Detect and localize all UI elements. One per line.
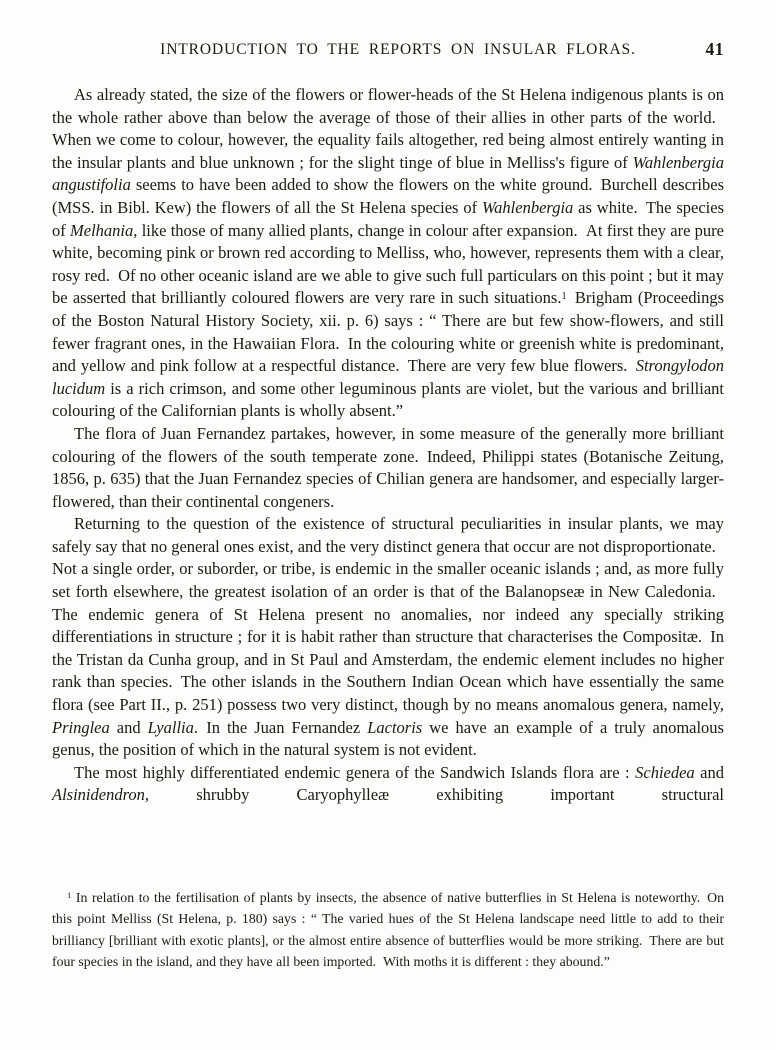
footnote-block <box>52 887 724 972</box>
italic-text-run: Pringlea <box>52 717 110 737</box>
text-run: , shrubby Caryophylleæ exhibiting important structural <box>144 785 724 805</box>
italic-text-run: Lactoris <box>367 717 423 737</box>
running-header <box>52 41 724 61</box>
text-run: Brigham (Proceedings of the Boston Natural History Society, xii. p. 6) says : “ There are but few show-flowers, and still fewer fragrant ones, in the Hawaiian Flora. In the colouring white or greenish white is predominant, and yellow and pink follow at a respectful distance. There are very few blue flowers. <box>52 288 724 376</box>
italic-text-run: Strongylodon lucidum <box>52 356 724 398</box>
text-run: Returning to the question of the existence of structural peculiarities in insular plants, we may safely say that no general ones exist, and the very distinct genera that occur are not disproportionate. Not a single order, or suborder, or tribe, is endemic in the smaller oceanic islands ; and, as more fully set forth elsewhere, the greatest isolation of an order is that of the Balanopseæ in New Caledonia. The endemic genera of St Helena present no anomalies, nor indeed any specially striking differentiations in structure ; for it is habit rather than structure that characterises the Compositæ. In the Tristan da Cunha group, and in St Paul and Amsterdam, the endemic element includes no higher rank than species. The other islands in the Southern Indian Ocean which have essentially the same flora (see Part II., p. 251) possess two very distinct, though by no means anomalous genera, namely, <box>52 514 724 715</box>
text-run: seems to have been added to show the flowers on the white ground. Burchell describes (MSS. in Bibl. Kew) the flowers of all the St Helena species of <box>52 175 724 217</box>
footnote-marker: 1 <box>67 890 72 901</box>
italic-text-run: Wahlenbergia angustifolia <box>52 152 724 195</box>
text-run: and <box>694 762 724 782</box>
text-run: The flora of Juan Fernandez partakes, however, in some measure of the generally more brilliant colouring of the flowers of the south temperate zone. Indeed, Philippi states (Botanische Zeitung, 1856, p. 635) that the Juan Fernandez species of Chilian genera are handsomer, and especially larger-flowered, than their continental congeners. <box>52 423 724 511</box>
italic-text-run: Lyallia <box>147 717 194 737</box>
body-paragraph <box>52 513 724 762</box>
page-body <box>52 84 724 807</box>
text-run: , like those of many allied plants, change in colour after expansion. At first they are pure white, becoming pink or brown red according to Melliss, who, however, represents them with a clear, rosy red. Of no other oceanic island are we able to give such full particulars on this point ; but it may be asserted that brilliantly coloured flowers are very rare in such situations. <box>52 220 724 308</box>
italic-text-run: Melhania <box>70 220 134 240</box>
italic-text-run: Wahlenbergia <box>481 197 574 217</box>
page-number: 41 <box>705 39 724 59</box>
running-header-title: INTRODUCTION TO THE REPORTS ON INSULAR FLORAS. <box>160 41 636 58</box>
text-run: The most highly differentiated endemic genera of the Sandwich Islands flora are : <box>74 762 636 782</box>
text-run: and <box>109 717 148 737</box>
text-run: we have an example of a truly anomalous genus, the position of which in the natural system is not evident. <box>52 717 724 760</box>
text-run: As already stated, the size of the flowers or flower-heads of the St Helena indigenous plants is on the whole rather above than below the average of those of their allies in other parts of the world. When we come to colour, however, the equality fails altogether, red being almost entirely wanting in the insular plants and blue unknown ; for the slight tinge of blue in Melliss's figure of <box>52 85 724 172</box>
text-run: is a rich crimson, and some other leguminous plants are violet, but the various and brilliant colouring of the Californian plants is wholly absent.” <box>52 378 724 421</box>
text-run: . In the Juan Fernandez <box>193 717 368 737</box>
body-paragraph <box>52 84 724 423</box>
text-run: In relation to the fertilisation of plants by insects, the absence of native butterflies in St Helena is noteworthy. On this point Melliss (St Helena, p. 180) says : “ The varied hues of the St Helena landscape need little to add to their brilliancy [brilliant with exotic plants], or the almost entire absence of butterflies would be more striking. There are but four species in the island, and they have all been imported. With moths it is different : they abound.” <box>52 890 724 969</box>
body-paragraph <box>52 423 724 513</box>
body-paragraph <box>52 762 724 807</box>
footnote-marker: 1 <box>561 290 567 302</box>
text-run: as white. The species of <box>52 197 724 240</box>
footnote-paragraph <box>52 887 724 972</box>
italic-text-run: Alsinidendron <box>52 785 145 805</box>
italic-text-run: Schiedea <box>635 762 695 782</box>
